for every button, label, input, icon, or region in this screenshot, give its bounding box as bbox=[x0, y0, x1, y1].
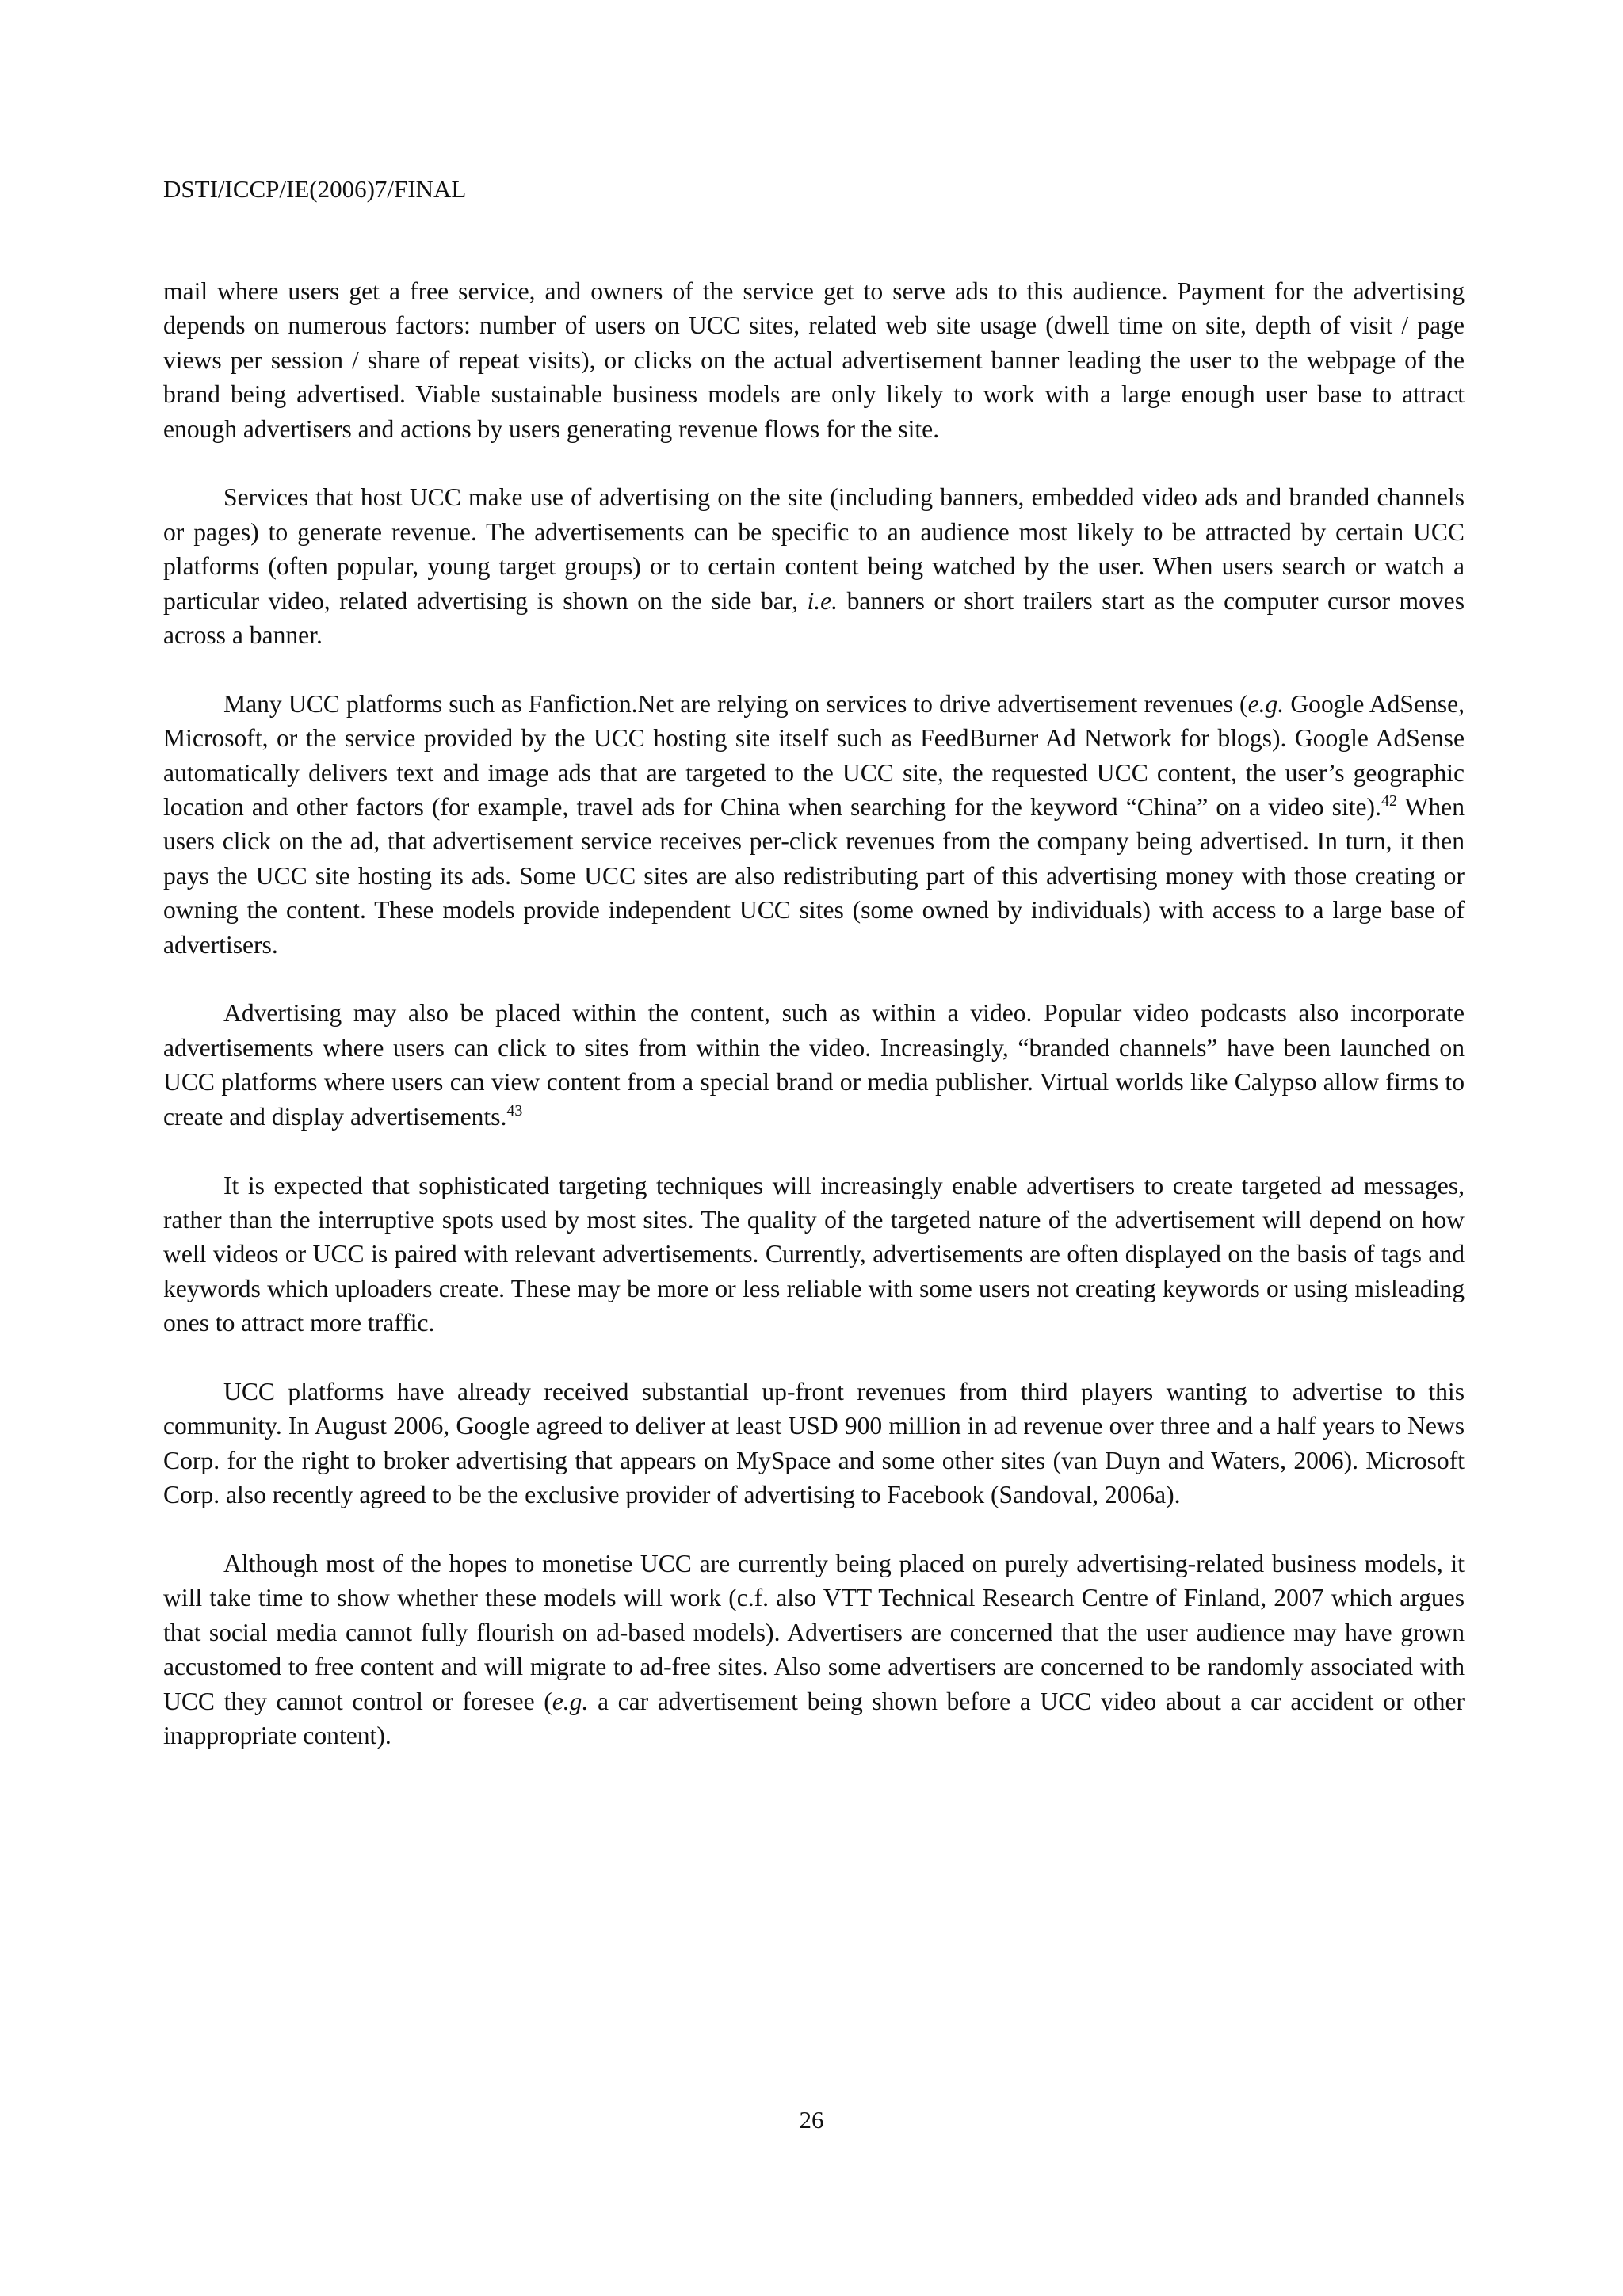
italic-abbreviation: i.e. bbox=[807, 586, 838, 615]
body-text bbox=[163, 274, 1465, 1787]
paragraph-4 bbox=[163, 996, 1465, 1134]
paragraph-6 bbox=[163, 1375, 1465, 1512]
page-number: 26 bbox=[799, 2106, 824, 2134]
text-run: When users click on the ad, that advertisement service receives per-click revenues from the company being advertised. In turn, it then pays the UCC site hosting its ads. Some UCC sites are also redistributing part of this advertising money with those creating or owning the content. These models provide independent UCC sites (some owned by individuals) with access to a large base of advertisers. bbox=[163, 793, 1465, 959]
document-code: DSTI/ICCP/IE(2006)7/FINAL bbox=[163, 175, 467, 203]
text-run: banners or short trailers start as the computer cursor moves across a banner. bbox=[163, 586, 1465, 650]
text-run: Although most of the hopes to monetise UCC are currently being placed on purely advertising-related business models, it will take time to show whether these models will work (c.f. also VTT Technical Research Centre of Finland, 2007 which argues that social media cannot fully flourish on ad-based models). Advertisers are concerned that the user audience may have grown accustomed to free content and will migrate to ad-free sites. Also some advertisers are concerned to be randomly associated with UCC they cannot control or foresee ( bbox=[163, 1549, 1465, 1715]
paragraph-2 bbox=[163, 480, 1465, 652]
footnote-ref-42: 42 bbox=[1381, 792, 1397, 810]
italic-abbreviation: e.g. bbox=[552, 1687, 589, 1715]
paragraph-1 bbox=[163, 274, 1465, 446]
text-run: mail where users get a free service, and owners of the service get to serve ads to this audience. Payment for the advertising depends on numerous factors: number of users on UCC sites, related web site usage (dwell time on site, depth of visit / page views per session / share of repeat visits), or clicks on the actual advertisement banner leading the user to the webpage of the brand being advertised. Viable sustainable business models are only likely to work with a large enough user base to attract enough advertisers and actions by users generating revenue flows for the site. bbox=[163, 277, 1465, 443]
italic-abbreviation: e.g. bbox=[1247, 689, 1285, 718]
text-run: Services that host UCC make use of advertising on the site (including banners, embedded video ads and branded channels or pages) to generate revenue. The advertisements can be specific to an audience most likely to be attracted by certain UCC platforms (often popular, young target groups) or to certain content being watched by the user. When users search or watch a particular video, related advertising is shown on the side bar, bbox=[163, 483, 1465, 615]
text-run: Many UCC platforms such as Fanfiction.Net are relying on services to drive advertisement revenues ( bbox=[223, 689, 1248, 718]
footnote-ref-43: 43 bbox=[506, 1101, 523, 1119]
paragraph-3 bbox=[163, 687, 1465, 962]
text-run: Google AdSense, Microsoft, or the service provided by the UCC hosting site itself such as FeedBurner Ad Network for blogs). Google AdSense automatically delivers text and image ads that are targeted to the UCC site, the requested UCC content, the user’s geographic location and other factors (for example, travel ads for China when searching for the keyword “China” on a video site). bbox=[163, 689, 1465, 822]
paragraph-7 bbox=[163, 1547, 1465, 1753]
text-run: It is expected that sophisticated targeting techniques will increasingly enable advertisers to create targeted ad messages, rather than the interruptive spots used by most sites. The quality of the targeted nature of the advertisement will depend on how well videos or UCC is paired with relevant advertisements. Currently, advertisements are often displayed on the basis of tags and keywords which uploaders create. These may be more or less reliable with some users not creating keywords or using misleading ones to attract more traffic. bbox=[163, 1171, 1465, 1337]
text-run: UCC platforms have already received substantial up-front revenues from third players wanting to advertise to this community. In August 2006, Google agreed to deliver at least USD 900 million in ad revenue over three and a half years to News Corp. for the right to broker advertising that appears on MySpace and some other sites (van Duyn and Waters, 2006). Microsoft Corp. also recently agreed to be the exclusive provider of advertising to Facebook (Sandoval, 2006a). bbox=[163, 1377, 1465, 1509]
text-run: a car advertisement being shown before a UCC video about a car accident or other inappropriate content). bbox=[163, 1687, 1465, 1749]
text-run: Advertising may also be placed within the content, such as within a video. Popular video podcasts also incorporate advertisements where users can click to sites from within the video. Increasingly, “branded channels” have been launched on UCC platforms where users can view content from a special brand or media publisher. Virtual worlds like Calypso allow firms to create and display advertisements. bbox=[163, 999, 1465, 1131]
paragraph-5 bbox=[163, 1169, 1465, 1341]
